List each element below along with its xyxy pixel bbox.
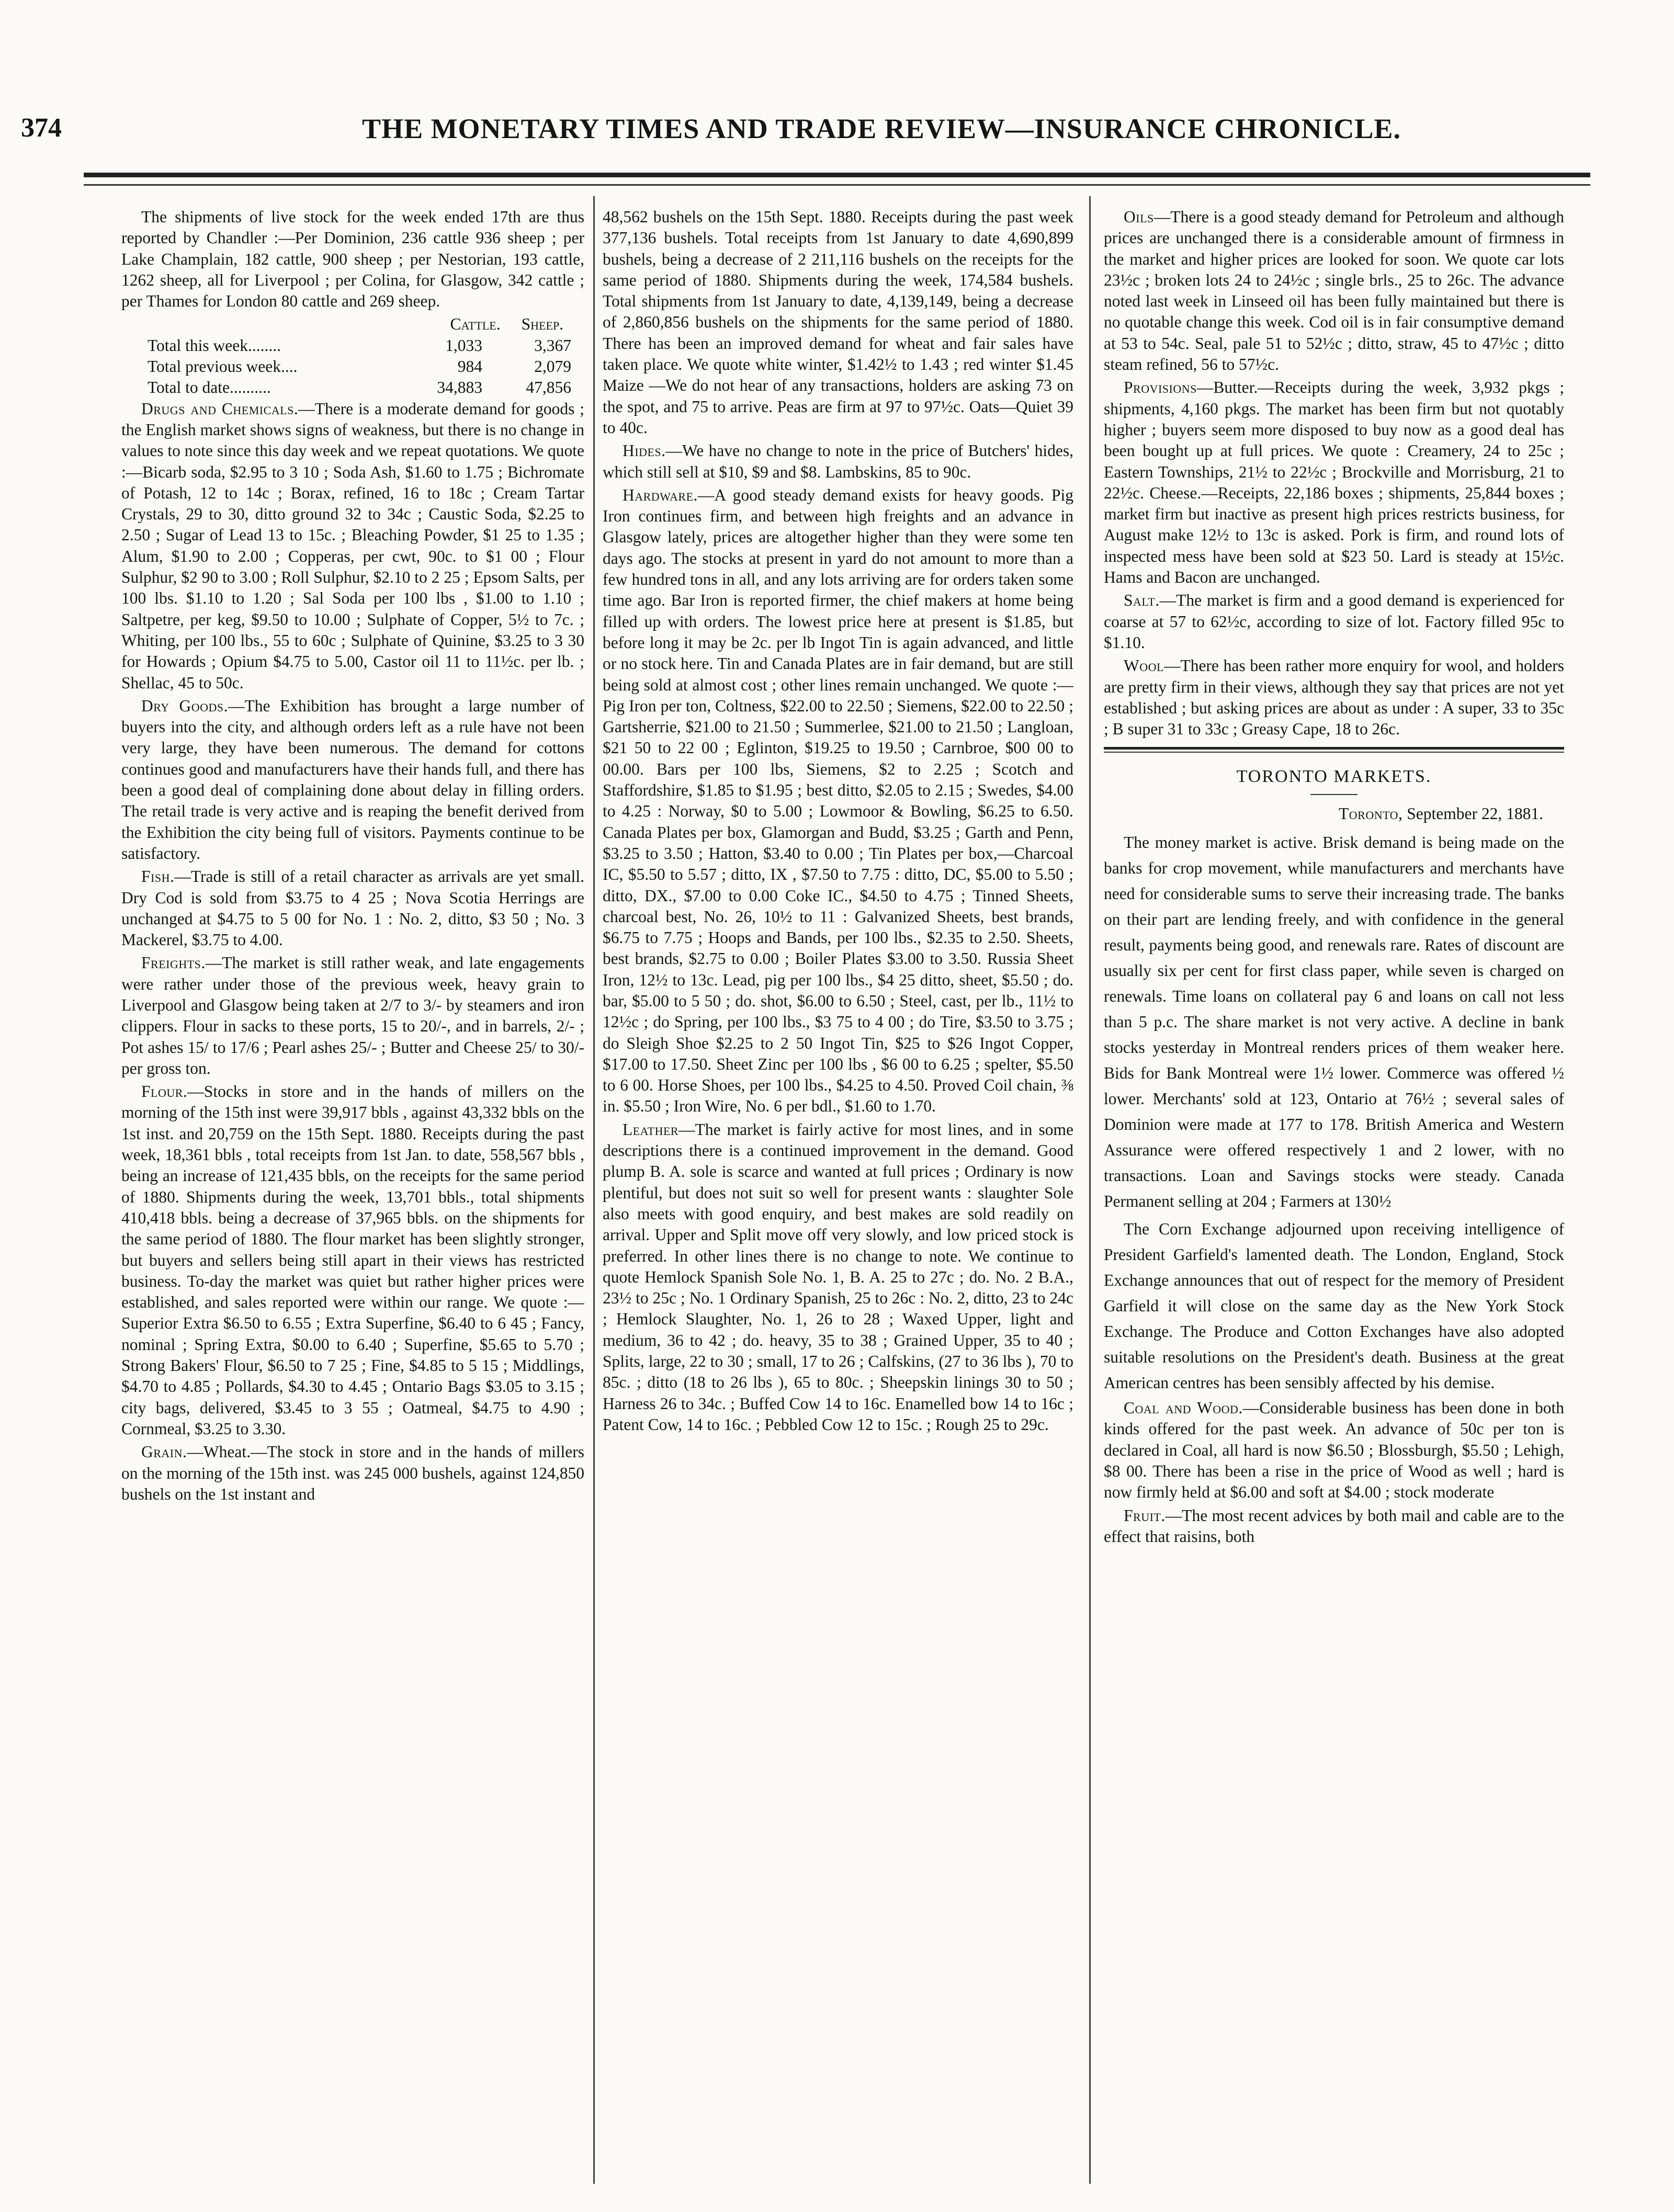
section-divider bbox=[1104, 752, 1564, 753]
table-row bbox=[121, 335, 584, 356]
section-heading: Flour. bbox=[141, 1082, 188, 1101]
provisions-section bbox=[1104, 377, 1564, 588]
cattle-value: 1,033 bbox=[445, 336, 482, 355]
oils-section bbox=[1104, 207, 1564, 375]
fish-section bbox=[121, 866, 584, 950]
section-heading: Wool bbox=[1124, 656, 1164, 675]
section-text: —Wheat.—The stock in store and in the hands of millers on the morning of the 15th inst. was 245 000 bushels, against 124,850 bushels on the 1st instant and bbox=[121, 1443, 584, 1503]
section-text: —We have no change to note in the price of Butchers' hides, which still sell at $10, $9 and $8. Lambskins, 85 to 90c. bbox=[603, 441, 1073, 481]
grain-section bbox=[121, 1442, 584, 1505]
section-text: —Stocks in store and in the hands of millers on the morning of the 15th inst were 39,917 bbls , against 43,332 bbls on the 1st inst. and 20,759 on the 15th Sept. 1880. Receipts during the past week, 18,361 bbls , total receipts from 1st Jan. to date, 558,567 bbls , being an increase of 121,435 bbls, on the receipts for the same period of 1880. Shipments during the week, 13,701 bbls., total shipments 410,418 bbls. being a decrease of 37,965 bbls. on the shipments for the same period of 1880. The flour market has been slightly stronger, but buyers and sellers being still apart in their views has restricted business. To-day the market was quiet but rather higher prices were established, and sales reported were within our range. We quote :—Superior Extra $6.50 to 6.55 ; Extra Superfine, $6.40 to 6 45 ; Fancy, nominal ; Spring Extra, $0.00 to 6.40 ; Superfine, $5.65 to 5.70 ; Strong Bakers' Flour, $6.50 to 7 25 ; Fine, $4.85 to 5 15 ; Middlings, $4.70 to 4.85 ; Pollards, $4.30 to 4.45 ; Ontario Bags $3.05 to 3.15 ; city bags, delivered, $3.45 to 3 55 ; Oatmeal, $4.75 to 4.90 ; Cornmeal, $3.25 to 3.30. bbox=[121, 1082, 584, 1438]
freights-section bbox=[121, 952, 584, 1079]
column-1 bbox=[121, 207, 584, 2189]
title-underline bbox=[1310, 794, 1358, 795]
section-heading: Leather bbox=[623, 1120, 679, 1139]
section-text: —There is a good steady demand for Petroleum and although prices are unchanged there is a considerable amount of firmness in the market and higher prices are looked for soon. We quote car lots 23½c ; broken lots 24 to 24½c ; single brls., 25 to 26c. The advance noted last week in Linseed oil has been fully maintained but there is no quotable change this week. Cod oil is in fair consumptive demand at 53 to 54c. Seal, pale 51 to 52½c ; ditto, straw, 45 to 47½c ; ditto steam refined, 56 to 57½c. bbox=[1104, 208, 1564, 374]
section-heading: Grain. bbox=[141, 1443, 187, 1461]
toronto-markets-title: TORONTO MARKETS. bbox=[1236, 767, 1432, 787]
section-heading: Freights. bbox=[141, 954, 206, 972]
livestock-table bbox=[121, 314, 584, 398]
table-row bbox=[121, 356, 584, 377]
cattle-value: 34,883 bbox=[437, 378, 482, 397]
cattle-value: 984 bbox=[457, 357, 482, 376]
column-separator bbox=[1089, 196, 1091, 2184]
toronto-markets-body bbox=[1104, 830, 1564, 1396]
wool-section bbox=[1104, 655, 1564, 740]
dateline-city: Toronto, bbox=[1339, 804, 1403, 823]
dateline bbox=[1104, 803, 1564, 824]
header-rule-thick bbox=[84, 173, 1590, 177]
row-label: Total this week........ bbox=[148, 336, 281, 355]
header-rule-thin bbox=[84, 184, 1590, 186]
row-label: Total previous week.... bbox=[148, 357, 298, 376]
dateline-date: September 22, 1881. bbox=[1407, 804, 1543, 823]
drugs-section bbox=[121, 399, 584, 694]
hardware-section bbox=[603, 485, 1073, 1117]
section-text: —A good steady demand exists for heavy goods. Pig Iron continues firm, and between high freights and an advance in Glasgow lately, prices are altogether higher than they were some ten days ago. The stocks at present in yard do not amount to more than a few hundred tons in all, and any lots arriving are for orders taken some time ago. Bar Iron is reported firmer, the chief makers at home being filled up with orders. The lowest price here at present is $1.85, but before long it may be 2c. per lb Ingot Tin is again advanced, and little or no stock here. Tin and Canada Plates are in fair demand, but are still being sold at almost cost ; other lines remain unchanged. We quote :—Pig Iron per ton, Coltness, $22.00 to 22.50 ; Siemens, $22.00 to 22.50 ; Gartsherrie, $21.00 to 21.50 ; Summerlee, $21.00 to 21.50 ; Langloan, $21 50 to 22 00 ; Eglinton, $19.25 to 19.50 ; Carnbroe, $00 00 to 00.00. Bars per 100 lbs, Siemens, $2 to 2.25 ; Scotch and Staffordshire, $1.85 to $1.95 ; best ditto, $2.05 to 2.15 ; Swedes, $4.00 to 4.25 : Norway, $0 to 5.00 ; Lowmoor & Bowling, $6.25 to 6.50. Canada Plates per box, Glamorgan and Budd, $3.25 ; Garth and Penn, $3.25 to 3.50 ; Hatton, $3.40 to 0.00 ; Tin Plates per box,—Charcoal IC, $5.50 to 5.57 ; ditto, IX , $7.50 to 7.75 : ditto, DC, $5.00 to 5.50 ; ditto, DX., $7.00 to 0.00 Coke IC., $4.50 to 4.75 ; Tinned Sheets, charcoal best, No. 26, 10½ to 11 : Galvanized Sheets, best brands, $6.75 to 7.75 ; Hoops and Bands, per 100 lbs., $2.35 to 2.50. Sheets, best brands, $2.75 to 0.00 ; Boiler Plates $3.00 to 3.50. Russia Sheet Iron, 12½ to 13c. Lead, pig per 100 lbs., $4 25 ditto, sheet, $5.50 ; do. bar, $5.00 to 5 50 ; do. shot, $6.00 to 6.50 ; Steel, cast, per lb., 11½ to 12½c ; do Spring, per 100 lbs., $3 75 to 4 00 ; do Tire, $3.50 to 3.75 ; do Sleigh Shoe $2.25 to 2 50 Ingot Tin, $25 to $26 Ingot Copper, $17.00 to 17.50. Sheet Zinc per 100 lbs , $6 00 to 6.25 ; spelter, $5.50 to 6 00. Horse Shoes, per 100 lbs., $4.25 to 4.50. Proved Coil chain, ⅜ in. $5.50 ; Iron Wire, No. 6 per bdl., $1.60 to 1.70. bbox=[603, 485, 1073, 1116]
section-text: —The Exhibition has brought a large number of buyers into the city, and although orders left as a rule have not been very large, they have been numerous. The demand for cottons continues good and manufacturers have their hands full, and there has been a good deal of complaining done about delay in filling orders. The retail trade is very active and is reaping the benefit derived from the Exhibition the city being full of visitors. Payments continue to be satisfactory. bbox=[121, 696, 584, 863]
section-text: —The market is firm and a good demand is experienced for coarse at 57 to 62½c, according to size of lot. Factory filled 95c to $1.10. bbox=[1104, 591, 1564, 652]
dry-goods-section bbox=[121, 696, 584, 864]
section-text: —The market is still rather weak, and late engagements were rather under those of the previous week, heavy grain to Liverpool and Glasgow being taken at 2/7 to 3/- by steamers and iron clippers. Flour in sacks to these ports, 15 to 20/-, and in barrels, 2/- ; Pot ashes 15/ to 17/6 ; Pearl ashes 25/- ; Butter and Cheese 25/ to 30/- per gross ton. bbox=[121, 954, 584, 1077]
column-separator bbox=[593, 196, 595, 2184]
section-heading: Fruit. bbox=[1124, 1506, 1166, 1525]
leather-section bbox=[603, 1119, 1073, 1435]
section-text: —Considerable business has been done in both kinds offered for the past week. An advance of 50c per ton is declared in Coal, all hard is now $6.50 ; Blossburgh, $5.50 ; Lehigh, $8 00. There has been a rise in the price of Wood as well ; hard is now firmly held at $6.00 and soft at $4.00 ; stock moderate bbox=[1104, 1399, 1564, 1502]
section-heading: Coal and Wood. bbox=[1124, 1399, 1243, 1417]
row-label: Total to date.......... bbox=[148, 378, 271, 397]
section-text: —There is a moderate demand for goods ; the English market shows signs of weakness, but there is no change in values to note since this day week and we repeat quotations. We quote :—Bicarb soda, $2.95 to 3 10 ; Soda Ash, $1.60 to 1.75 ; Bichromate of Potash, 12 to 14c ; Borax, refined, 16 to 18c ; Cream Tartar Crystals, 29 to 30, ditto ground 32 to 34c ; Caustic Soda, $2.25 to 2.50 ; Sugar of Lead 13 to 15c. ; Bleaching Powder, $1 25 to 1.35 ; Alum, $1.90 to 2.00 ; Copperas, per cwt, 90c. to $1 00 ; Flour Sulphur, $2 90 to 3.00 ; Roll Sulphur, $2.10 to 2 25 ; Epsom Salts, per 100 lbs. $1.10 to 1.20 ; Sal Soda per 100 lbs , $1.00 to 1.10 ; Saltpetre, per keg, $9.50 to 10.00 ; Sulphate of Copper, 5½ to 7c. ; Whiting, per 100 lbs., 55 to 60c ; Sulphate of Quinine, $3.25 to 3 30 for Howards ; Opium $4.75 to 5.00, Castor oil 11 to 11½c. per lb. ; Shellac, 45 to 50c. bbox=[121, 399, 584, 692]
section-heading: Provisions bbox=[1124, 378, 1197, 397]
sheep-value: 3,367 bbox=[534, 336, 571, 355]
flour-section bbox=[121, 1081, 584, 1439]
section-heading: Hides. bbox=[623, 441, 666, 460]
sheep-value: 47,856 bbox=[526, 378, 571, 397]
sheep-column-header: Sheep. bbox=[521, 315, 563, 334]
section-text: —There has been rather more enquiry for wool, and holders are pretty firm in their views, although they say that prices are not yet established ; but asking prices are about as under : A super, 33 to 35c ; B super 31 to 33c ; Greasy Cape, 18 to 26c. bbox=[1104, 656, 1564, 739]
section-text: —The most recent advices by both mail and cable are to the effect that raisins, both bbox=[1104, 1506, 1564, 1546]
section-heading: Salt. bbox=[1124, 591, 1160, 610]
livestock-table-header bbox=[121, 314, 584, 335]
salt-section bbox=[1104, 590, 1564, 653]
grain-continued: 48,562 bushels on the 15th Sept. 1880. Receipts during the past week 377,136 bushels. Total receipts from 1st January to date 4,690,899 bushels, being a decrease of 2 211,116 bushels on the receipts for the same period of 1880. Shipments during the week, 174,584 bushels. Total shipments from 1st January to date, 4,139,149, being a decrease of 2,860,856 bushels on the shipments for the same period of 1880. There has been an improved demand for wheat and fair sales have taken place. We quote white winter, $1.42½ to 1.43 ; red winter $1.45 Maize —We do not hear of any transactions, holders are asking 73 on the spot, and 75 to arrive. Peas are firm at 97 to 97½c. Oats—Quiet 39 to 40c. bbox=[603, 208, 1073, 437]
hides-section bbox=[603, 440, 1073, 483]
masthead: THE MONETARY TIMES AND TRADE REVIEW—INSURANCE CHRONICLE. bbox=[362, 113, 1401, 144]
section-heading: Hardware. bbox=[623, 485, 698, 504]
section-heading: Fish. bbox=[141, 867, 175, 886]
section-text: —Trade is still of a retail character as arrivals are yet small. Dry Cod is sold from $3.75 to 4 25 ; Nova Scotia Herrings are unchanged at $4.75 to 5 00 for No. 1 : No. 2, ditto, $3 50 ; No. 3 Mackerel, $3.75 to 4.00. bbox=[121, 867, 584, 949]
page-header bbox=[21, 112, 1622, 175]
section-divider bbox=[1104, 747, 1564, 750]
column-2 bbox=[603, 207, 1073, 2189]
section-heading: Drugs and Chemicals. bbox=[141, 399, 299, 418]
livestock-paragraph: The shipments of live stock for the week ended 17th are thus reported by Chandler :—Per Dominion, 236 cattle 936 sheep ; per Lake Champlain, 182 cattle, 900 sheep ; per Nestorian, 193 cattle, 1262 sheep, all for Liverpool ; per Colina, for Glasgow, 342 cattle ; per Thames for London 80 cattle and 269 sheep. bbox=[121, 208, 584, 311]
fruit-section bbox=[1104, 1505, 1564, 1548]
cattle-column-header: Cattle. bbox=[450, 315, 501, 334]
toronto-money-paragraph: The money market is active. Brisk demand is being made on the banks for crop movement, while manufacturers and merchants have need for considerable sums to serve their increasing trade. The banks on their part are lending freely, and with confidence in the general result, payments being good, and renewals rare. Rates of discount are usually six per cent for first class paper, while seven is charged on renewals. Time loans on collateral pay 6 and loans on call not less than 5 p.c. The share market is not very active. A decline in bank stocks yesterday in Montreal renders prices of them weaker here. Bids for Bank Montreal were 1½ lower. Commerce was offered ½ lower. Merchants' sold at 123, Ontario at 76½ ; several sales of Dominion were made at 177 to 178. British America and Western Assurance were offered respectively 1 and 2 lower, with no transactions. Loan and Savings stocks were steady. Canada Permanent selling at 204 ; Farmers at 130½ bbox=[1104, 833, 1564, 1211]
column-3 bbox=[1104, 207, 1564, 2189]
table-row bbox=[121, 377, 584, 398]
sheep-value: 2,079 bbox=[534, 357, 571, 376]
section-heading: Oils bbox=[1124, 208, 1154, 226]
page-number: 374 bbox=[21, 113, 62, 143]
coal-wood-section bbox=[1104, 1398, 1564, 1503]
section-heading: Dry Goods. bbox=[141, 696, 229, 715]
toronto-exchange-paragraph: The Corn Exchange adjourned upon receiving intelligence of President Garfield's lamented death. The London, England, Stock Exchange announces that out of respect for the memory of President Garfield it will close on the same day as the New York Stock Exchange. The Produce and Cotton Exchanges have also adopted suitable resolutions on the President's death. Business at the great American centres has been sensibly affected by his demise. bbox=[1104, 1220, 1564, 1392]
section-text: —The market is fairly active for most lines, and in some descriptions there is a continued improvement in the demand. Good plump B. A. sole is scarce and wanted at full prices ; Ordinary is now plentiful, but does not suit so well for present wants : slaughter Sole also meets with good enquiry, and best makes are sold readily on arrival. Upper and Split move off very slowly, and low priced stock is preferred. In other lines there is no change to note. We continue to quote Hemlock Spanish Sole No. 1, B. A. 25 to 27c ; do. No. 2 B.A., 23½ to 25c ; No. 1 Ordinary Spanish, 25 to 26c : No. 2, ditto, 23 to 24c ; Hemlock Slaughter, No. 1, 26 to 28 ; Waxed Upper, light and medium, 36 to 42 ; do. heavy, 35 to 38 ; Grained Upper, 35 to 40 ; Splits, large, 22 to 30 ; small, 17 to 26 ; Calfskins, (27 to 36 lbs ), 70 to 85c. ; ditto (18 to 26 lbs ), 65 to 80c. ; Sheepskin linings 30 to 50 ; Harness 26 to 34c. ; Buffed Cow 14 to 16c. Enamelled bow 14 to 16c ; Patent Cow, 14 to 16c. ; Pebbled Cow 12 to 15c. ; Rough 25 to 29c. bbox=[603, 1120, 1073, 1434]
section-text: —Butter.—Receipts during the week, 3,932 pkgs ; shipments, 4,160 pkgs. The market has been firm but not quotably higher ; buyers seem more disposed to buy now as a good deal has been bought up at full prices. We quote : Creamery, 24 to 25c ; Eastern Townships, 21½ to 22½c ; Brockville and Morrisburg, 21 to 22½c. Cheese.—Receipts, 22,186 boxes ; shipments, 25,844 boxes ; market firm but inactive as present high prices restricts business, for August make 12½ to 13c is asked. Pork is firm, and round lots of inspected mess have been sold at $23 50. Lard is steady at 15½c. Hams and Bacon are unchanged. bbox=[1104, 378, 1564, 587]
